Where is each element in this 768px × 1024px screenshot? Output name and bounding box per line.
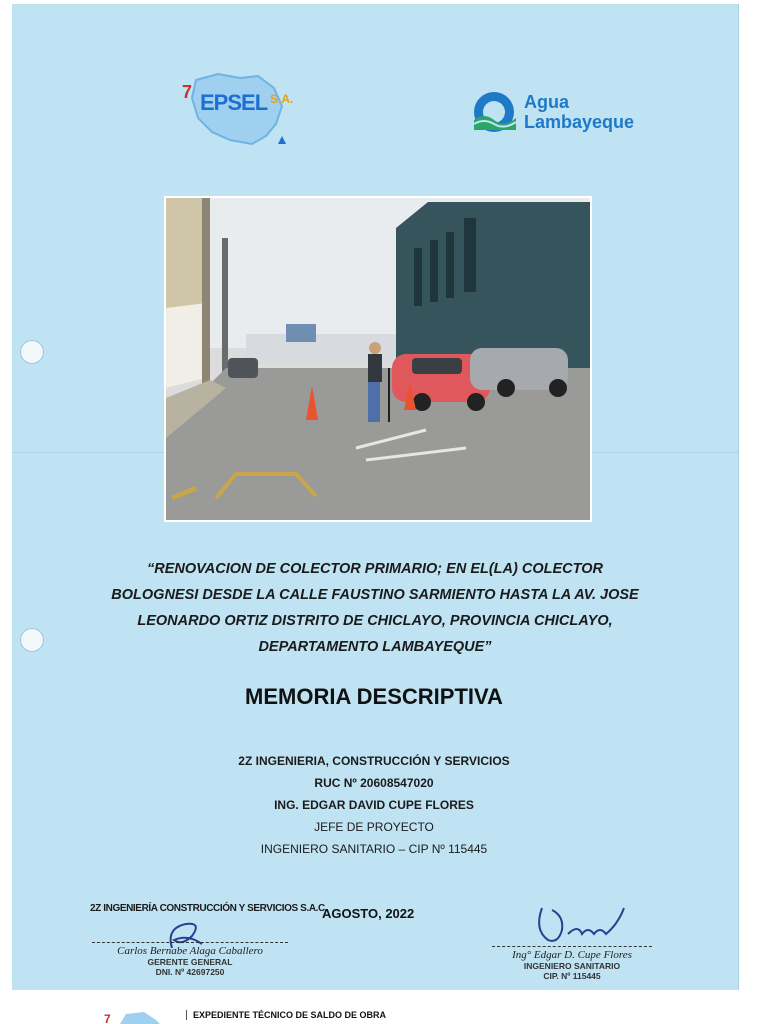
next-page-title: EXPEDIENTE TÉCNICO DE SALDO DE OBRA <box>186 1010 386 1020</box>
right-signature-line <box>492 946 652 947</box>
project-title-line-3: LEONARDO ORTIZ DISTRITO DE CHICLAYO, PROVINCIA CHICLAYO, <box>137 613 613 629</box>
company-info <box>170 750 578 860</box>
project-title-line-4: DEPARTAMENTO LAMBAYEQUE” <box>258 639 492 655</box>
next-page-header <box>0 1000 768 1024</box>
epsel-logo-suffix: S.A. <box>270 92 294 106</box>
left-signer-name: Carlos Bernabe Alaga Caballero <box>117 945 263 957</box>
street-scene-image <box>166 198 590 520</box>
company-name: 2Z INGENIERIA, CONSTRUCCIÓN Y SERVICIOS <box>238 754 510 768</box>
water-drop-icon <box>470 90 520 136</box>
epsel-seven-mark: 7 <box>182 82 193 102</box>
right-signature-scribble <box>528 900 632 950</box>
right-signer-id: CIP. Nº 115445 <box>543 971 601 981</box>
epsel-mini-logo-icon <box>104 1010 162 1024</box>
engineer-name: ING. EDGAR DAVID CUPE FLORES <box>274 798 474 812</box>
agua-logo-line1: Agua <box>524 92 569 112</box>
punch-hole-top <box>20 340 44 364</box>
left-signer-position: GERENTE GENERAL <box>147 957 233 967</box>
engineer-role: JEFE DE PROYECTO <box>314 820 434 834</box>
project-title <box>80 556 670 660</box>
left-signer-id: DNI. Nº 42697250 <box>155 967 225 977</box>
company-ruc: RUC Nº 20608547020 <box>314 776 434 790</box>
right-signer-name: Ing° Edgar D. Cupe Flores <box>512 949 632 961</box>
punch-hole-bottom <box>20 628 44 652</box>
engineer-title: INGENIERO SANITARIO – CIP Nº 115445 <box>260 842 488 856</box>
street-photo <box>164 196 592 522</box>
epsel-logo <box>178 70 298 150</box>
project-title-line-1: “RENOVACION DE COLECTOR PRIMARIO; EN EL(LA) COLECTOR <box>147 561 603 577</box>
project-title-line-2: BOLOGNESI DESDE LA CALLE FAUSTINO SARMIENTO HASTA LA AV. JOSE <box>111 587 639 603</box>
right-signer-position: INGENIERO SANITARIO <box>523 961 621 971</box>
left-signature-block <box>90 942 290 977</box>
svg-text:7: 7 <box>104 1012 111 1024</box>
right-signature-block <box>490 946 654 981</box>
left-signature-line <box>92 942 288 943</box>
agua-logo-line2: Lambayeque <box>524 112 635 132</box>
epsel-logo-word: EPSEL <box>200 90 268 115</box>
agua-logo-text <box>524 92 634 132</box>
document-heading: MEMORIA DESCRIPTIVA <box>245 684 503 709</box>
agua-lambayeque-logo <box>470 90 660 140</box>
company-stamp: 2Z INGENIERÍA CONSTRUCCIÓN Y SERVICIOS S.A.C. <box>90 903 328 914</box>
document-date: AGOSTO, 2022 <box>322 906 415 921</box>
